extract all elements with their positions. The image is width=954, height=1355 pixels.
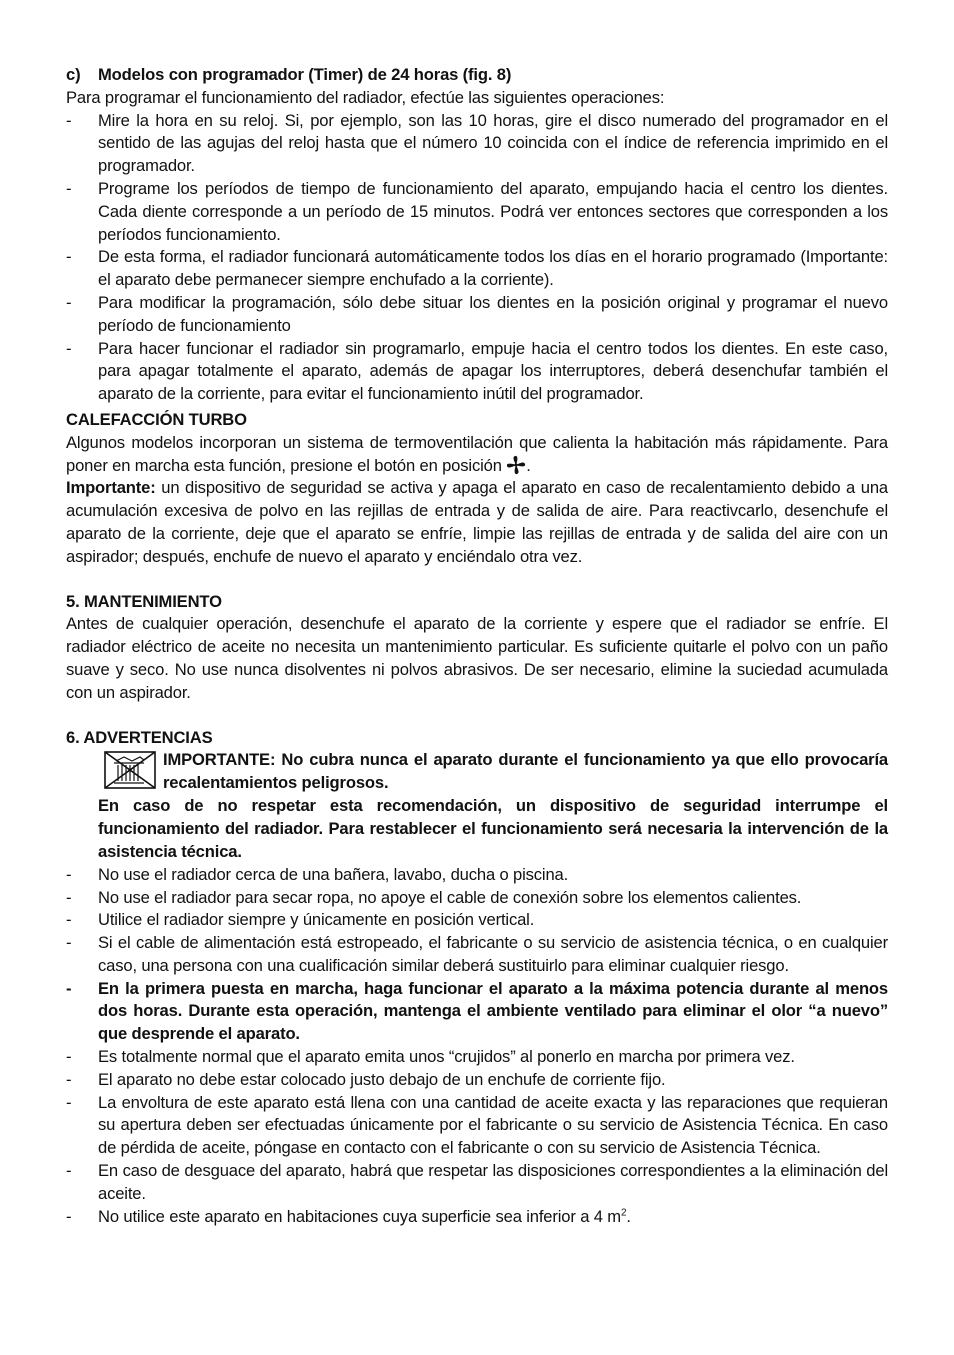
timer-intro: Para programar el funcionamiento del radiador, efectúe las siguientes operaciones:: [66, 87, 665, 107]
maintenance-heading: 5. MANTENIMIENTO: [66, 591, 222, 611]
maintenance-text: Antes de cualquier operación, desenchufe el aparato de la corriente y espere que el radiador se enfríe. El radiador eléctrico de aceite no necesita un mantenimiento particular. Es suficiente quitarle el polvo con un paño suave y seco. No use nunca disolventes ni polvos abrasivos. De ser necesario, elimine la suciedad acumulada con un aspirador.: [66, 614, 888, 702]
turbo-text: Algunos modelos incorporan un sistema de termoventilación que calienta la habitación más rápidamente. Para poner en marcha esta función, presione el botón en posición .: [66, 432, 888, 475]
do-not-cover-icon: [104, 751, 156, 789]
list-item: - En caso de desguace del aparato, habrá que respetar las disposiciones correspondientes a la eliminación del aceite.: [66, 1161, 888, 1203]
list-item: - Programe los períodos de tiempo de funcionamiento del aparato, empujando hacia el centro los dientes. Cada diente corresponde a un período de 15 minutos. Podrá ver entonces sectores que corresponden a los períodos funcionamiento.: [66, 178, 888, 244]
list-item: - Utilice el radiador siempre y únicamente en posición vertical.: [66, 910, 535, 930]
timer-list: [66, 110, 888, 406]
list-item: - Es totalmente normal que el aparato emita unos “crujidos” al ponerlo en marcha por primera vez.: [66, 1047, 795, 1067]
list-item: - No use el radiador para secar ropa, no apoye el cable de conexión sobre los elementos calientes.: [66, 887, 802, 907]
timer-heading: [66, 64, 888, 87]
warning-important-text: IMPORTANTE: No cubra nunca el aparato durante el funcionamiento ya que ello provocaría recalentamientos peligrosos.: [163, 750, 888, 793]
timer-heading-letter: c): [66, 65, 81, 84]
list-item: - Mire la hora en su reloj. Si, por ejemplo, son las 10 horas, gire el disco numerado del programador en el sentido de las agujas del reloj hasta que el número 10 coincida con el índice de referencia imprimido en el programador.: [66, 110, 888, 176]
list-item: - Para modificar la programación, sólo debe situar los dientes en la posición original y programar el nuevo período de funcionamiento: [66, 292, 888, 335]
list-item: - En la primera puesta en marcha, haga funcionar el aparato a la máxima potencia durante al menos dos horas. Durante esta operación, mantenga el ambiente ventilado para eliminar el olor “a nuevo” que desprende el aparato.: [66, 978, 888, 1044]
timer-heading-title: Modelos con programador (Timer) de 24 horas (fig. 8): [98, 65, 512, 84]
list-item: - El aparato no debe estar colocado justo debajo de un enchufe de corriente fijo.: [66, 1069, 666, 1089]
list-item: - Para hacer funcionar el radiador sin programarlo, empuje hacia el centro todos los dientes. En este caso, para apagar totalmente el aparato, además de apagar los interruptores, deberá desenchufar también el aparato de la corriente, para evitar el funcionamiento inútil del programador.: [66, 338, 888, 404]
list-item: - No utilice este aparato en habitaciones cuya superficie sea inferior a 4 $m^2$.: [66, 1206, 631, 1226]
list-item: - La envoltura de este aparato está llena con una cantidad de aceite exacta y las reparaciones que requieran su apertura deben ser efectuadas únicamente por el fabricante o su servicio de Asistencia Técnica. En caso de pérdida de aceite, póngase en contacto con el fabricante o con su servicio de Asistencia Técnica.: [66, 1092, 888, 1158]
turbo-important: Importante: un dispositivo de seguridad se activa y apaga el aparato en caso de recalentamiento debido a una acumulación excesiva de polvo en las rejillas de entrada y de salida de aire. Para reactivcarlo, desenchufe el aparato de la corriente, deje que el aparato se enfríe, limpie las rejillas de entrada y de salida del aire con un aspirador; después, enchufe de nuevo el aparato y enciéndalo otra vez.: [66, 478, 888, 566]
fan-icon: [506, 455, 526, 475]
warning-safety-text: En caso de no respetar esta recomendación, un dispositivo de seguridad interrumpe el funcionamiento del radiador. Para restablecer el funcionamiento será necesaria la intervención de la asistencia técnica.: [98, 796, 888, 861]
list-item: - Si el cable de alimentación está estropeado, el fabricante o su servicio de asistencia técnica, o en cualquier caso, una persona con una cualificación similar deberá sustituirlo para eliminar cualquier riesgo.: [66, 933, 888, 975]
turbo-heading: CALEFACCIÓN TURBO: [66, 409, 247, 429]
warnings-heading: 6. ADVERTENCIAS: [66, 727, 213, 747]
list-item: - De esta forma, el radiador funcionará automáticamente todos los días en el horario programado (Importante: el aparato debe permanecer siempre enchufado a la corriente).: [66, 247, 888, 290]
warnings-list: [66, 864, 888, 1229]
do-not-cover-warning: [66, 749, 888, 795]
list-item: - No use el radiador cerca de una bañera, lavabo, ducha o piscina.: [66, 864, 569, 884]
